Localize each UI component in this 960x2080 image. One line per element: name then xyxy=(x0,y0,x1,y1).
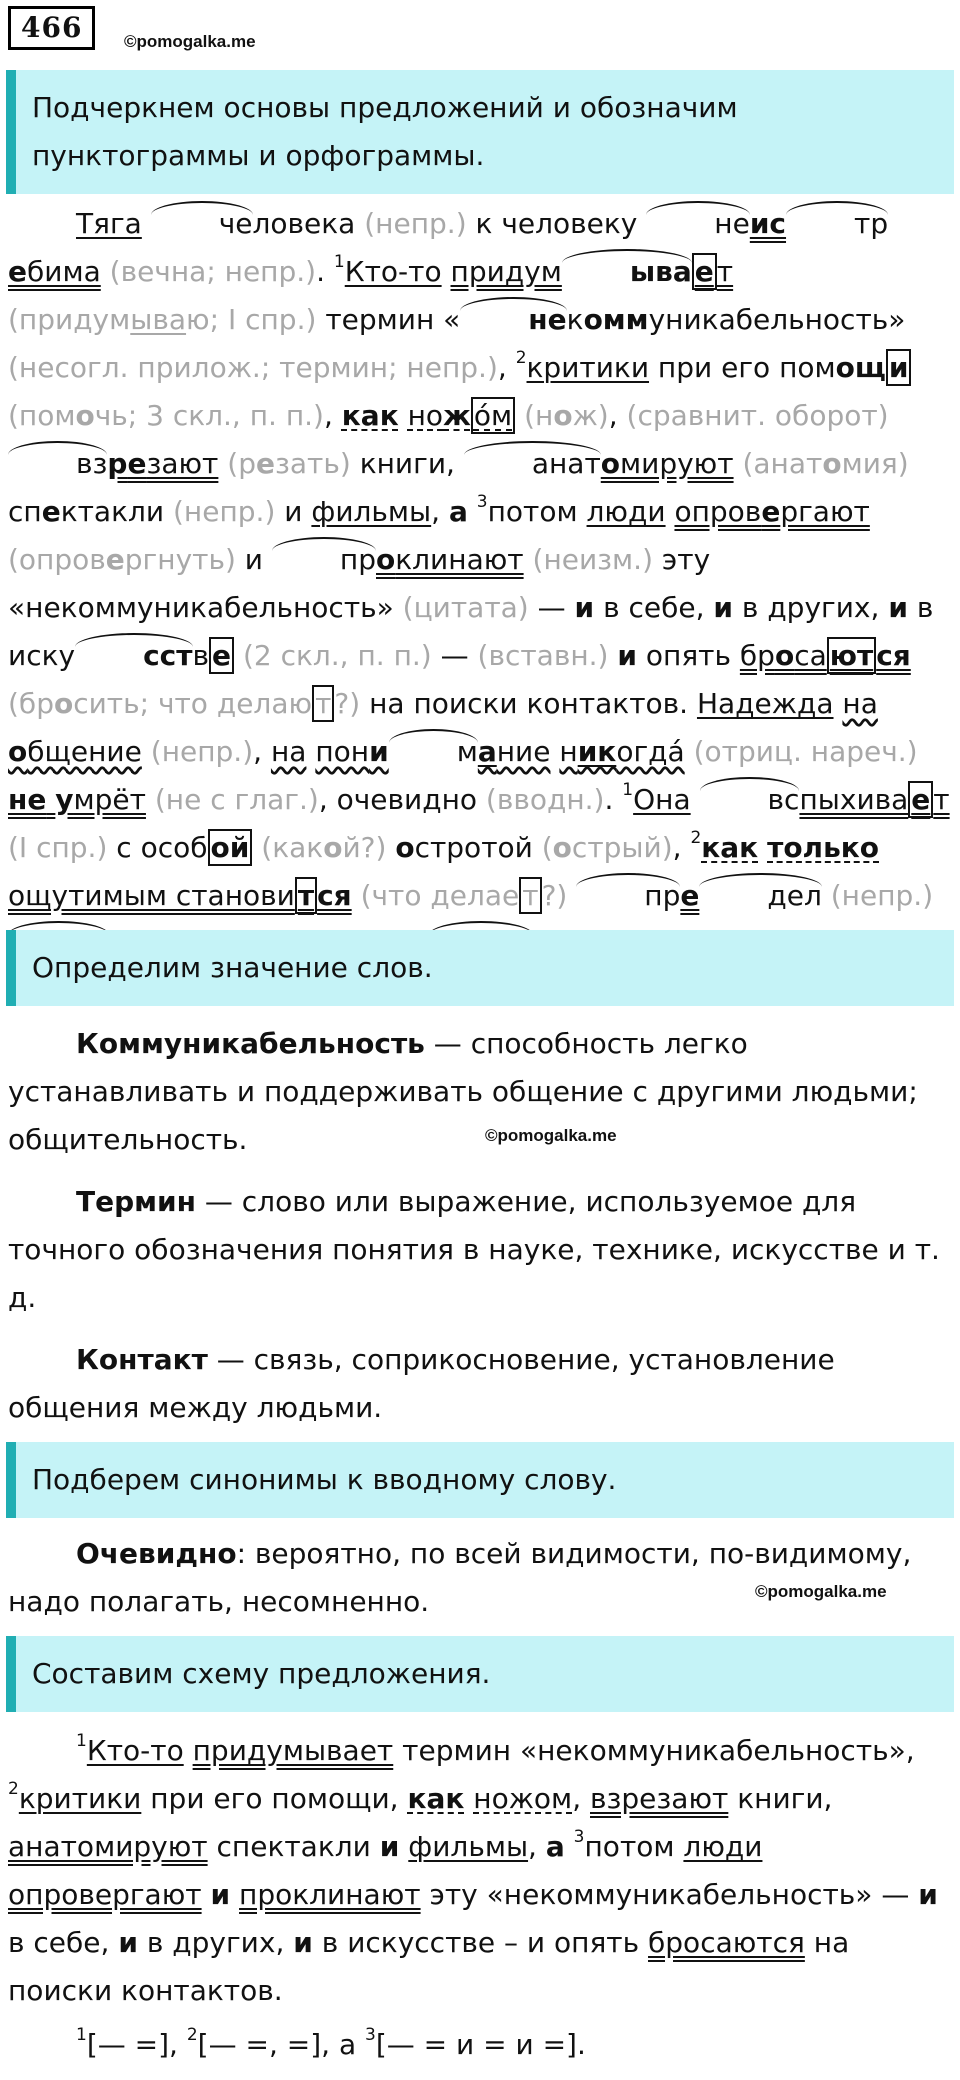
note: (цитата) xyxy=(402,591,529,624)
word: нож о́м xyxy=(408,397,516,434)
note: (нож) xyxy=(524,399,609,432)
section-banner-analysis: Подчеркнем основы предложений и обозначим пунктограммы и орфограммы. xyxy=(6,70,954,194)
comparison-word: как xyxy=(341,399,399,432)
word: спектакли xyxy=(8,495,165,528)
synonyms-entry xyxy=(8,1530,952,1626)
punct: , xyxy=(528,1830,537,1863)
note: (непр.) xyxy=(364,207,467,240)
definition-entry xyxy=(8,1178,952,1322)
note: (неизм.) xyxy=(532,543,654,576)
note: (помочь; 3 скл., п. п.) xyxy=(8,399,324,432)
conjunction: и xyxy=(617,639,637,672)
predicate: опровергают xyxy=(8,1878,202,1911)
punct: , xyxy=(608,399,618,432)
conjunction: и xyxy=(293,1926,313,1959)
predicate: анатомируют xyxy=(464,447,734,480)
word: остротой xyxy=(395,831,533,864)
subject: люди xyxy=(683,1830,763,1863)
section-banner-synonyms: Подберем синонимы к вводному слову. xyxy=(6,1442,954,1518)
note: (отриц. нареч.) xyxy=(693,735,918,768)
conjunction: и xyxy=(379,1830,400,1863)
sentence-number: 1 xyxy=(76,1731,87,1751)
word: при его помощ и xyxy=(658,349,912,386)
watermark: ©pomogalka.me xyxy=(485,1126,617,1145)
definition-term: Коммуникабельность xyxy=(76,1027,425,1060)
exercise-number: 466 xyxy=(8,6,95,50)
word: в себе, xyxy=(8,1926,110,1959)
word: на xyxy=(842,687,878,720)
predicate: вспыхива е т xyxy=(700,783,950,816)
predicate: проклинают xyxy=(239,1878,421,1911)
sentence-number: 2 xyxy=(690,828,702,848)
definition-text: — связь, соприкосновение, установление общения между людьми. xyxy=(8,1343,835,1424)
definition-entry xyxy=(8,1336,952,1432)
page-header xyxy=(0,0,960,60)
scheme-text xyxy=(8,1727,952,2069)
note: (вводн.) xyxy=(485,783,605,816)
sentence-number: 1 xyxy=(622,780,634,800)
word: на поиски контактов. xyxy=(8,1926,850,2007)
section-banner-meanings: Определим значение слов. xyxy=(6,930,954,1006)
dash: — xyxy=(537,591,566,624)
word: спектакли xyxy=(216,1830,371,1863)
scheme-part: [— =, =], а xyxy=(197,2028,366,2061)
word: никогда́ xyxy=(559,735,685,768)
scheme-part: [— = и = и =]. xyxy=(375,2028,586,2061)
note: (сравнит. оборот) xyxy=(626,399,889,432)
word: фильмы xyxy=(311,495,432,528)
note: (какой?) xyxy=(261,831,387,864)
note: (острый) xyxy=(541,831,673,864)
note: (вечна; непр.) xyxy=(109,255,317,288)
note: (придумываю; I спр.) xyxy=(8,303,317,336)
note: (бросить; что делаю т ?) xyxy=(8,687,361,720)
definition-entry xyxy=(8,1020,952,1164)
word: пони мание xyxy=(315,735,550,768)
predicate: опровергают xyxy=(674,495,870,528)
synonyms-term: Очевидно xyxy=(76,1537,237,1570)
conjunction: и xyxy=(210,1878,231,1911)
note: (резать) xyxy=(227,447,351,480)
word: ножом xyxy=(473,1782,573,1815)
synonyms-list: : вероятно, по всей видимости, по-видимому, надо полагать, несомненно. xyxy=(8,1537,912,1618)
subject: Кто-то xyxy=(344,255,442,288)
analysis-text xyxy=(8,200,952,968)
note: (2 скл., п. п.) xyxy=(242,639,432,672)
word: в xyxy=(321,1926,339,1959)
punct: , xyxy=(323,399,333,432)
sentence-number: 3 xyxy=(476,492,488,512)
sentence-number: 2 xyxy=(8,1779,19,1799)
conjunction: как xyxy=(701,831,759,864)
punct: , xyxy=(431,495,441,528)
word: термин «некоммуникабельность», xyxy=(402,1734,915,1767)
definition-term: Термин xyxy=(76,1185,196,1218)
word: пре дел xyxy=(576,879,822,912)
conjunction: и xyxy=(118,1926,138,1959)
word: при его помощи, xyxy=(150,1782,399,1815)
predicate: взрезают xyxy=(590,1782,729,1815)
scheme-number: 3 xyxy=(365,2025,376,2045)
note: (несогл. прилож.; термин; непр.) xyxy=(8,351,498,384)
note: (не с глаг.) xyxy=(154,783,319,816)
scheme-number: 2 xyxy=(186,2025,198,2045)
scheme-number: 1 xyxy=(76,2025,87,2045)
note: (непр.) xyxy=(173,495,276,528)
word: , очевидно xyxy=(318,783,478,816)
predicate: придум ыва е т xyxy=(451,255,734,288)
word: в других, xyxy=(741,591,880,624)
scheme-part: [— =], xyxy=(86,2028,187,2061)
word: некоммуникабельность» xyxy=(460,303,905,336)
punct: , xyxy=(253,735,263,768)
note: (непр.) xyxy=(830,879,934,912)
word: книги, xyxy=(737,1782,833,1815)
word: с особ ой xyxy=(116,829,252,866)
scheme-sentence xyxy=(8,1727,952,2015)
word: в себе, xyxy=(603,591,705,624)
conjunction: а xyxy=(448,495,468,528)
conjunction: только xyxy=(767,831,880,864)
subject: Кто-то xyxy=(86,1734,184,1767)
word: к человеку xyxy=(475,207,638,240)
note: (непр.) xyxy=(150,735,254,768)
definition-text: — слово или выражение, используемое для точного обозначения понятия в науке, технике, искусстве и т. д. xyxy=(8,1185,940,1314)
watermark: ©pomogalka.me xyxy=(124,32,256,51)
definition-term: Контакт xyxy=(76,1343,208,1376)
note: (I спр.) xyxy=(8,831,108,864)
word: на xyxy=(270,735,307,768)
punct: , xyxy=(672,831,682,864)
sentence-number: 3 xyxy=(573,1827,585,1847)
dash: — xyxy=(440,639,469,672)
subject: критики xyxy=(526,351,650,384)
comparison-word: как xyxy=(407,1782,465,1815)
sentence-scheme xyxy=(8,2021,952,2069)
word: в других, xyxy=(146,1926,285,1959)
note: (анатомия) xyxy=(742,447,909,480)
word: опять xyxy=(645,639,731,672)
predicate: придумывает xyxy=(192,1734,394,1767)
sentence-number: 1 xyxy=(333,252,345,272)
subject: Надежда xyxy=(696,687,834,720)
word: потом xyxy=(487,495,578,528)
section-banner-scheme: Составим схему предложения. xyxy=(6,1636,954,1712)
word: эту «некоммуникабельность» xyxy=(8,543,711,624)
conjunction: и xyxy=(713,591,734,624)
word: книги, xyxy=(359,447,455,480)
word: в иску сств е xyxy=(8,591,933,672)
note: (опровергнуть) xyxy=(8,543,236,576)
word: эту xyxy=(429,1878,478,1911)
word: потом xyxy=(584,1830,675,1863)
subject: Она xyxy=(633,783,691,816)
note: (вставн.) xyxy=(477,639,609,672)
predicate: взрезают xyxy=(8,447,218,480)
watermark: ©pomogalka.me xyxy=(755,1582,887,1601)
conjunction: и xyxy=(918,1878,938,1911)
meanings-text xyxy=(8,1020,952,1432)
predicate: не умрёт xyxy=(8,783,146,816)
predicate: броса ют ся xyxy=(739,639,911,672)
word: Тяга xyxy=(76,207,142,240)
analysis-paragraph xyxy=(8,200,952,968)
definition-text: — способность легко устанавливать и поддерживать общение с другими людьми; общительность. xyxy=(8,1027,918,1156)
punct: , xyxy=(497,351,507,384)
punct: . xyxy=(604,783,614,816)
word: фильмы xyxy=(408,1830,529,1863)
word: «некоммуникабельность» — xyxy=(486,1878,910,1911)
punct: . xyxy=(316,255,334,288)
subject: критики xyxy=(18,1782,142,1815)
conjunction: и xyxy=(574,591,595,624)
word: общение xyxy=(8,735,142,768)
predicate: бросаются xyxy=(648,1926,805,1959)
word: и xyxy=(284,495,303,528)
word: искусстве – и опять xyxy=(347,1926,640,1959)
predicate: ощутимым станови т ся xyxy=(8,879,352,912)
punct: , xyxy=(572,1782,582,1815)
note: (что делае т ?) xyxy=(360,879,568,912)
word: и xyxy=(244,543,263,576)
synonyms-text xyxy=(8,1530,952,1626)
predicate: анатомируют xyxy=(8,1830,208,1863)
word: на поиски контактов. xyxy=(369,687,689,720)
subject: люди xyxy=(586,495,666,528)
word: человека xyxy=(151,207,356,240)
conjunction: а xyxy=(545,1830,565,1863)
word: неис требима xyxy=(8,207,888,288)
word: термин « xyxy=(325,303,461,336)
conjunction: и xyxy=(888,591,908,624)
sentence-number: 2 xyxy=(515,348,527,368)
predicate: проклинают xyxy=(272,543,524,576)
